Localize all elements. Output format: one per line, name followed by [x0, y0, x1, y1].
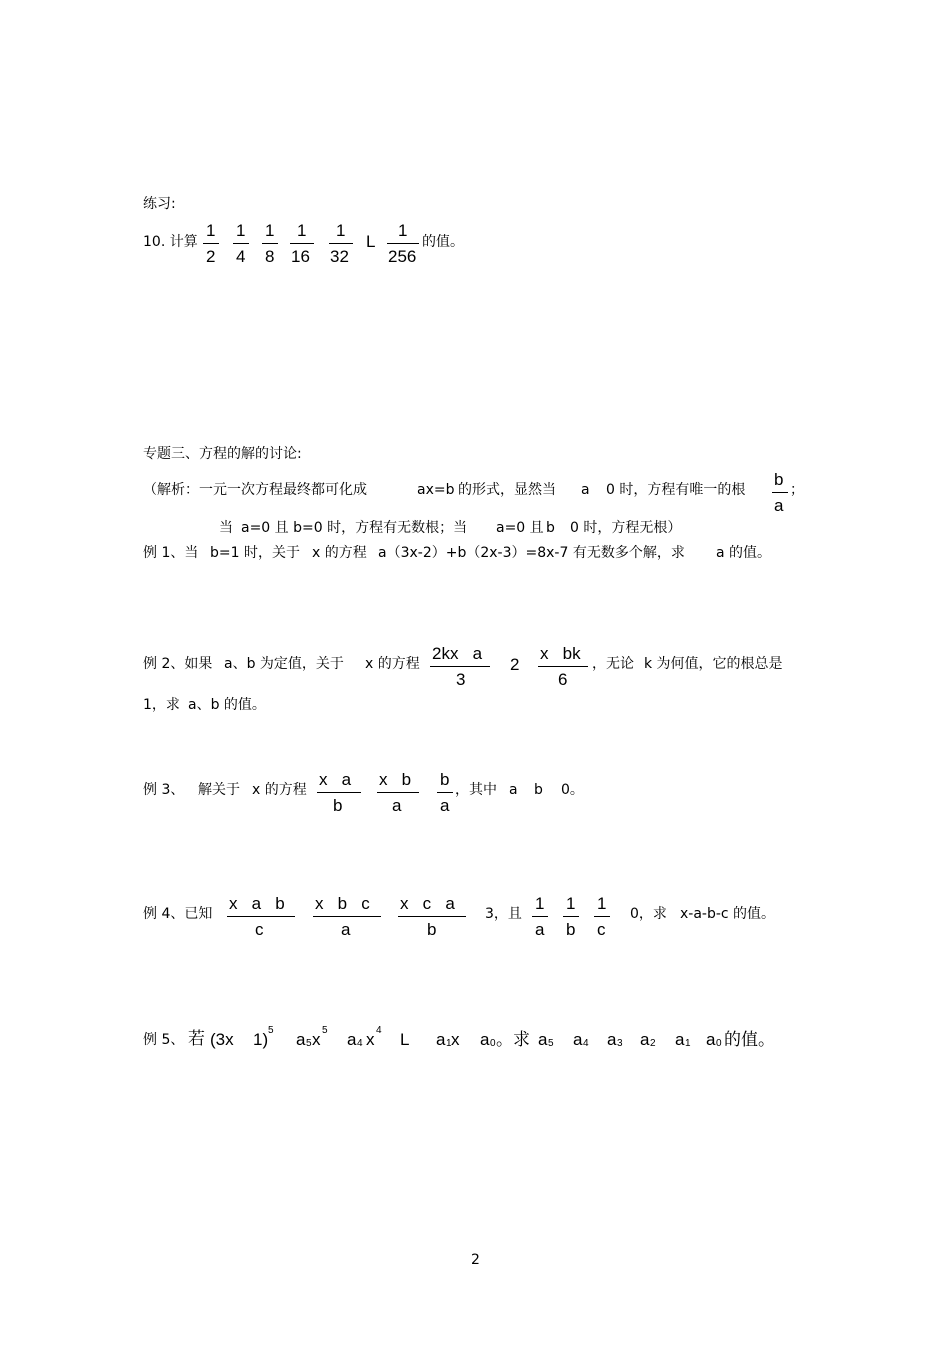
frac-bar [290, 243, 314, 244]
analysis-text: 0 时，方程无根） [570, 520, 682, 536]
analysis-text: ； [790, 482, 804, 498]
frac-bar [563, 916, 579, 917]
analysis-text: （解析：一元一次方程最终都可化成 [143, 482, 367, 498]
ex5-term: a [347, 1030, 357, 1049]
practice-heading: 练习: [143, 196, 176, 212]
frac-1-32-num: 1 [336, 221, 346, 240]
ex5-sub: 5 [306, 1038, 312, 1049]
ex5-ellipsis: L [400, 1030, 410, 1049]
ex5-sub: 4 [357, 1038, 363, 1049]
q10-prefix: 10. 计算 [143, 234, 198, 250]
ex5-text: 的值。 [724, 1030, 775, 1050]
ex2-text: k 为何值，它的根总是 [644, 656, 783, 672]
frac-1-256-den: 256 [388, 247, 417, 266]
ex3-text: x 的方程 [252, 782, 307, 798]
frac-1-2-den: 2 [206, 247, 216, 266]
ex3-frac2-den: a [392, 796, 402, 815]
ex1-text: x 的方程 [312, 545, 367, 561]
ex2-frac2-num: x bk [540, 644, 581, 663]
ex2-text: x 的方程 [365, 656, 420, 672]
root-frac-num: b [774, 470, 784, 489]
frac-bar [772, 492, 788, 493]
q10-suffix: 的值。 [422, 234, 464, 250]
analysis-text: 0 时，方程有唯一的根 [606, 482, 746, 498]
ex4-frac6-num: 1 [597, 894, 607, 913]
ex4-text: 例 4、已知 [143, 906, 213, 922]
frac-bar [313, 916, 381, 917]
frac-bar [329, 243, 353, 244]
analysis-text: a=0 且 b=0 时，方程有无数根；当 [241, 520, 468, 536]
ex4-frac3-num: x c a [400, 894, 455, 913]
ex3-text: b [534, 782, 543, 798]
frac-bar [538, 666, 588, 667]
ex4-frac4-den: a [535, 920, 545, 939]
frac-bar [387, 243, 419, 244]
ex2-text: ，无论 [592, 656, 634, 672]
ex4-frac6-den: c [597, 920, 606, 939]
ex2-text: a、b 的值。 [188, 697, 266, 713]
ex5-r: a [573, 1030, 583, 1049]
ex2-text: 例 2、如果 [143, 656, 213, 672]
frac-bar [233, 243, 249, 244]
ex5-r-sub: 2 [650, 1038, 656, 1049]
ex5-r-sub: 0 [716, 1038, 722, 1049]
ex5-term: x [366, 1030, 375, 1049]
root-frac-den: a [774, 496, 784, 515]
ex4-text: 3，且 [485, 906, 522, 922]
ex5-ruo: 若 [188, 1029, 205, 1049]
frac-1-4-num: 1 [236, 221, 246, 240]
frac-1-32-den: 32 [330, 247, 349, 266]
ex4-text: x-a-b-c 的值。 [680, 906, 776, 922]
analysis-text: b [546, 520, 555, 536]
frac-bar [227, 916, 295, 917]
ex5-exp: 5 [268, 1025, 274, 1036]
ex5-r: a [640, 1030, 650, 1049]
analysis-text: a [581, 482, 590, 498]
frac-bar [594, 916, 610, 917]
ex5-term: a [296, 1030, 306, 1049]
ex5-term: a [436, 1030, 446, 1049]
ellipsis: L [366, 232, 376, 251]
ex5-base: (3x [210, 1030, 234, 1049]
ex5-r: a [538, 1030, 548, 1049]
ex4-frac2-num: x b c [315, 894, 370, 913]
frac-bar [430, 666, 490, 667]
frac-1-4-den: 4 [236, 247, 246, 266]
ex5-exp: 4 [376, 1025, 382, 1036]
ex3-frac1-num: x a [319, 770, 352, 789]
ex3-frac2-num: x b [379, 770, 412, 789]
ex5-r-sub: 4 [583, 1038, 589, 1049]
topic3-heading: 专题三、方程的解的讨论: [143, 446, 302, 462]
analysis-text: 当 [219, 520, 233, 536]
ex4-frac3-den: b [427, 920, 437, 939]
ex5-r-sub: 5 [548, 1038, 554, 1049]
analysis-text: 的形式，显然当 [458, 482, 556, 498]
analysis-text: ax=b [417, 482, 455, 498]
ex2-frac1-num: 2kx a [432, 644, 483, 663]
ex3-frac3-num: b [440, 770, 450, 789]
ex3-text: a [509, 782, 518, 798]
ex5-term: x [312, 1030, 321, 1049]
frac-bar [437, 792, 453, 793]
ex3-frac1-den: b [333, 796, 343, 815]
ex5-text: 例 5、 [143, 1032, 185, 1048]
ex4-text: 0，求 [630, 906, 667, 922]
ex5-r-sub: 3 [617, 1038, 623, 1049]
frac-1-8-num: 1 [265, 221, 275, 240]
ex3-text: 0。 [561, 782, 584, 798]
frac-bar [398, 916, 466, 917]
frac-bar [203, 243, 219, 244]
frac-1-2-num: 1 [206, 221, 216, 240]
ex4-frac2-den: a [341, 920, 351, 939]
ex1-text: b=1 时，关于 [210, 545, 300, 561]
ex5-term: a [480, 1030, 490, 1049]
ex2-text: a、b 为定值，关于 [224, 656, 344, 672]
ex5-r: a [675, 1030, 685, 1049]
ex5-exp: 5 [322, 1025, 328, 1036]
ex3-text: 解关于 [198, 782, 240, 798]
ex1-text: a（3x-2）+b（2x-3）=8x-7 有无数多个解，求 [378, 545, 685, 561]
analysis-text: a=0 且 [496, 520, 544, 536]
ex5-text: 。求 [496, 1030, 530, 1050]
ex4-frac1-num: x a b [229, 894, 285, 913]
ex5-one: 1) [253, 1030, 269, 1049]
ex4-frac1-den: c [255, 920, 264, 939]
frac-bar [377, 792, 419, 793]
ex3-text: 例 3、 [143, 782, 185, 798]
ex4-frac5-num: 1 [566, 894, 576, 913]
ex5-r-sub: 1 [685, 1038, 691, 1049]
frac-1-8-den: 8 [265, 247, 275, 266]
ex2-frac1-den: 3 [456, 670, 466, 689]
page-number: 2 [471, 1252, 480, 1268]
frac-bar [317, 792, 361, 793]
ex5-r: a [607, 1030, 617, 1049]
frac-bar [262, 243, 278, 244]
ex3-frac3-den: a [440, 796, 450, 815]
ex3-text: ，其中 [455, 782, 497, 798]
frac-1-16-num: 1 [297, 221, 307, 240]
ex1-text: 例 1、当 [143, 545, 199, 561]
frac-1-256-num: 1 [398, 221, 408, 240]
ex4-frac4-num: 1 [535, 894, 545, 913]
ex2-mid: 2 [510, 655, 520, 674]
ex2-frac2-den: 6 [558, 670, 568, 689]
ex5-term: x [451, 1030, 460, 1049]
ex5-r: a [706, 1030, 716, 1049]
ex1-text: a 的值。 [716, 545, 772, 561]
frac-bar [532, 916, 548, 917]
ex4-frac5-den: b [566, 920, 576, 939]
frac-1-16-den: 16 [291, 247, 310, 266]
ex5-sub: 0 [490, 1038, 496, 1049]
ex5-sub: 1 [446, 1038, 452, 1049]
ex2-text: 1，求 [143, 697, 180, 713]
